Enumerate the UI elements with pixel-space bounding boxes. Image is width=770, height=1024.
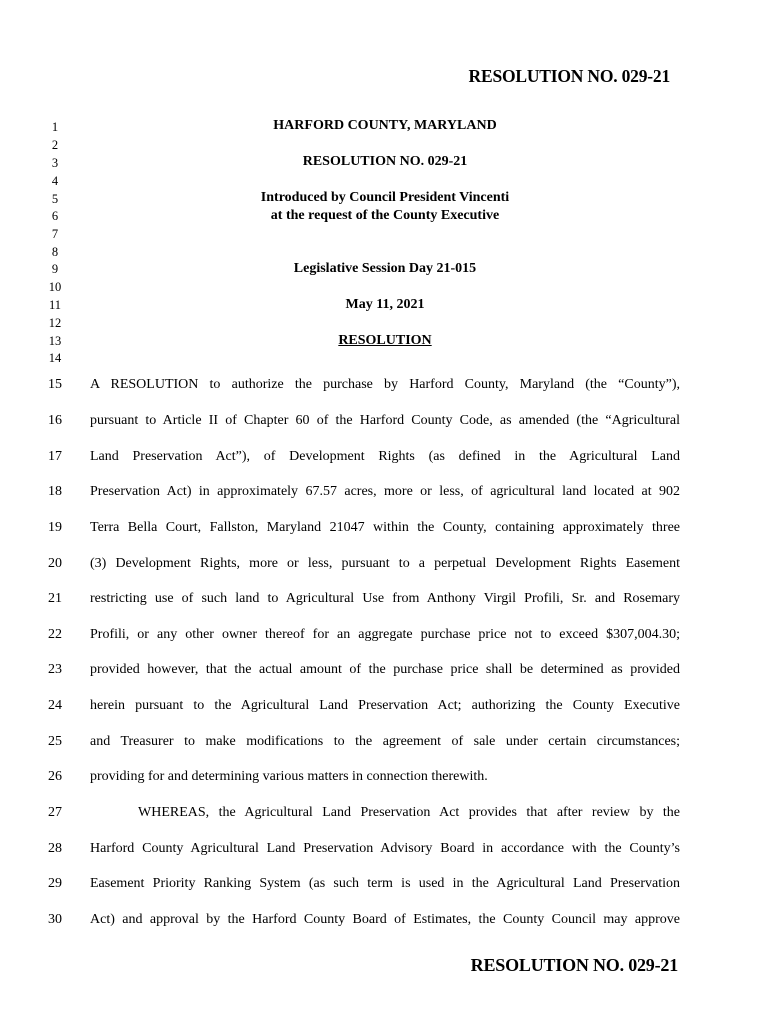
body-line: Harford County Agricultural Land Preservation Advisory Board in accordance with the County’s <box>90 841 680 856</box>
body-line: (3) Development Rights, more or less, pursuant to a perpetual Development Rights Easement <box>90 556 680 571</box>
body-line: provided however, that the actual amount of the purchase price shall be determined as provided <box>90 662 680 677</box>
line-number: 21 <box>48 591 62 606</box>
line-number: 1 <box>51 120 59 134</box>
line-number: 28 <box>48 841 62 856</box>
body-line: Profili, or any other owner thereof for an aggregate purchase price not to exceed $307,004.30; <box>90 627 680 642</box>
introduced-by: Introduced by Council President Vincenti <box>260 190 510 205</box>
line-number: 20 <box>48 556 62 571</box>
running-footer: RESOLUTION NO. 029-21 <box>470 955 678 975</box>
resolution-heading <box>90 332 680 350</box>
line-number: 14 <box>48 351 62 365</box>
line-number: 23 <box>48 662 62 677</box>
line-number: 18 <box>48 484 62 499</box>
line-number: 11 <box>48 298 62 312</box>
body-line: providing for and determining various matters in connection therewith. <box>90 769 488 784</box>
resolution-number: RESOLUTION NO. 029-21 <box>302 154 468 169</box>
resolution-heading-text: RESOLUTION <box>338 333 432 348</box>
line-number: 17 <box>48 449 62 464</box>
body-line: restricting use of such land to Agricultural Use from Anthony Virgil Profili, Sr. and Rosemary <box>90 591 680 606</box>
line-number: 7 <box>51 227 59 241</box>
line-number: 5 <box>51 192 59 206</box>
line-number: 29 <box>48 876 62 891</box>
body-line: WHEREAS, the Agricultural Land Preservation Act provides that after review by the <box>138 805 680 820</box>
body-line: Easement Priority Ranking System (as such term is used in the Agricultural Land Preservation <box>90 876 680 891</box>
line-number: 25 <box>48 734 62 749</box>
county-title: HARFORD COUNTY, MARYLAND <box>273 118 497 133</box>
line-number: 24 <box>48 698 62 713</box>
session-date: May 11, 2021 <box>345 297 425 312</box>
line-number: 8 <box>51 245 59 259</box>
session-day: Legislative Session Day 21-015 <box>293 261 477 276</box>
body-line: and Treasurer to make modifications to the agreement of sale under certain circumstances; <box>90 734 680 749</box>
line-number: 22 <box>48 627 62 642</box>
line-number: 12 <box>48 316 62 330</box>
line-number: 9 <box>51 262 59 276</box>
line-number: 6 <box>51 209 59 223</box>
line-number: 4 <box>51 174 59 188</box>
body-line: Terra Bella Court, Fallston, Maryland 21047 within the County, containing approximately three <box>90 520 680 535</box>
line-number: 30 <box>48 912 62 927</box>
line-number: 19 <box>48 520 62 535</box>
line-number: 13 <box>48 334 62 348</box>
body-line: Land Preservation Act”), of Development Rights (as defined in the Agricultural Land <box>90 449 680 464</box>
line-number: 10 <box>48 280 62 294</box>
line-number: 26 <box>48 769 62 784</box>
introduced-request: at the request of the County Executive <box>270 208 500 223</box>
line-number: 3 <box>51 156 59 170</box>
line-number: 15 <box>48 377 62 392</box>
running-header: RESOLUTION NO. 029-21 <box>468 66 670 86</box>
body-line: Preservation Act) in approximately 67.57 acres, more or less, of agricultural land located at 902 <box>90 484 680 499</box>
body-line: pursuant to Article II of Chapter 60 of the Harford County Code, as amended (the “Agricultural <box>90 413 680 428</box>
line-number: 16 <box>48 413 62 428</box>
body-line: herein pursuant to the Agricultural Land Preservation Act; authorizing the County Executive <box>90 698 680 713</box>
body-line: A RESOLUTION to authorize the purchase by Harford County, Maryland (the “County”), <box>90 377 680 392</box>
line-number: 27 <box>48 805 62 820</box>
body-line: Act) and approval by the Harford County Board of Estimates, the County Council may approve <box>90 912 680 927</box>
line-number: 2 <box>51 138 59 152</box>
